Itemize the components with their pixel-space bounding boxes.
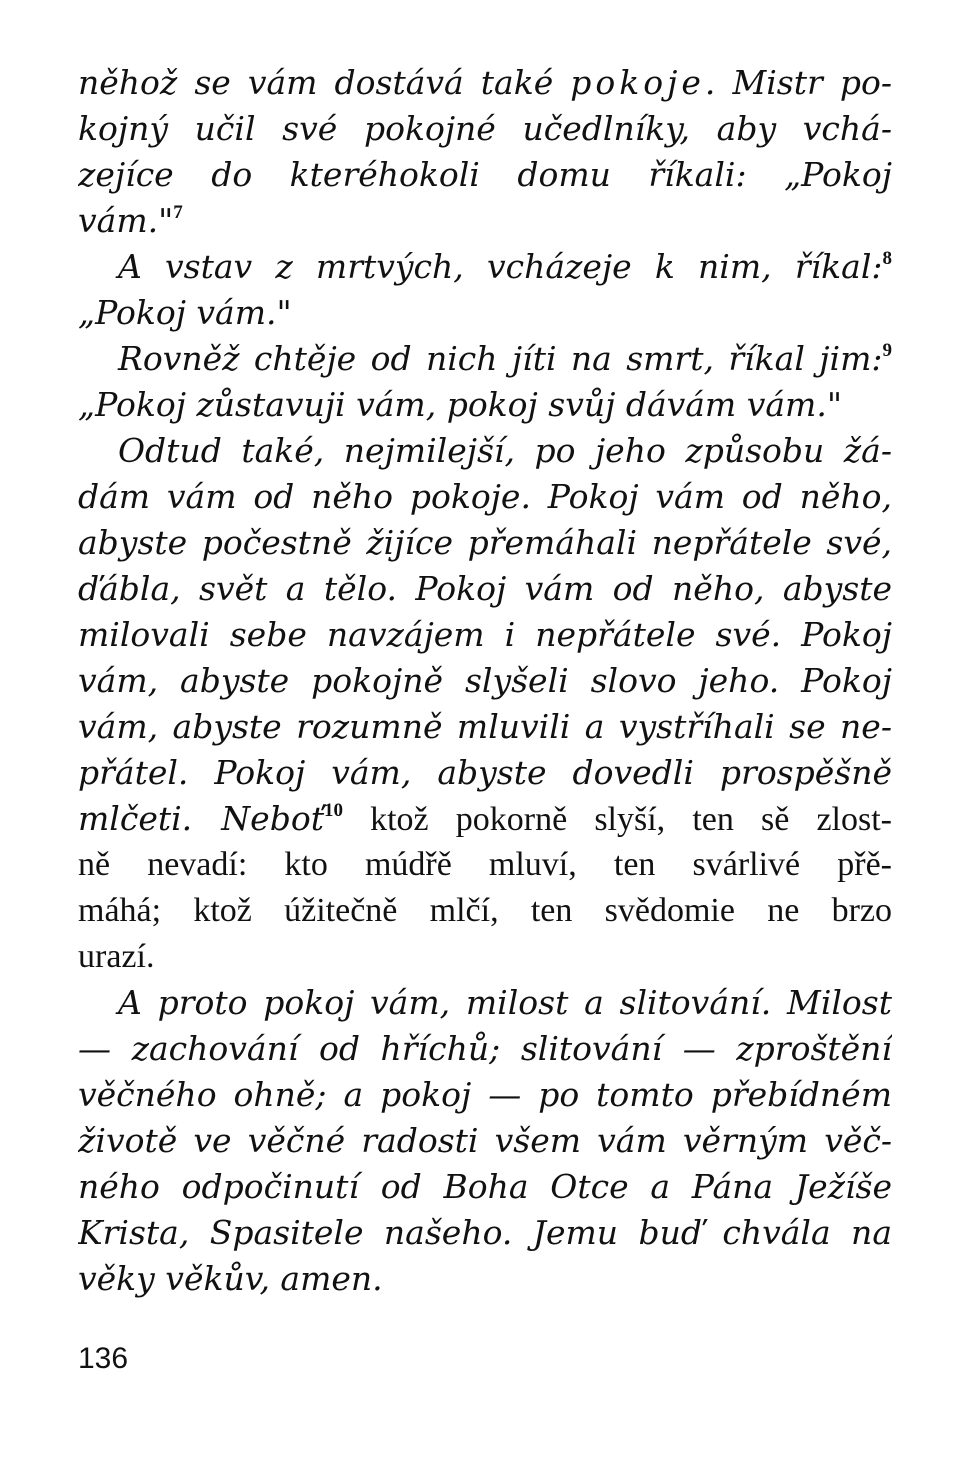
text-line: věčného ohně; a pokoj — po tomto přebídném (78, 1075, 892, 1114)
text-line: vám."$^7$ (78, 201, 183, 240)
text-line: abyste počestně žijíce přemáhali nepřátele své, (78, 523, 892, 562)
text-line: ďábla, svět a tělo. Pokoj vám od něho, abyste (78, 569, 892, 608)
text-line: ně nevadí: kto múdřě mluví, ten svárlivé přě- (78, 846, 892, 883)
text-line: Rovněž chtěje od nich jíti na smrt, říkal jim:$^9$ (118, 339, 892, 378)
text-line: urazí. (78, 938, 155, 975)
text-line: „Pokoj vám." (78, 293, 292, 332)
text-line: věky věkův, amen. (78, 1259, 383, 1298)
text-line: Odtud také, nejmilejší, po jeho způsobu žá- (118, 431, 892, 470)
text-line: přátel. Pokoj vám, abyste dovedli prospěšně (78, 753, 892, 792)
spaced-emphasis: pokoje (570, 63, 705, 102)
text-line: zejíce do kteréhokoli domu říkali: „Pokoj (78, 155, 892, 194)
text-line: A vstav z mrtvých, vcházeje k nim, říkal:$^8$ (118, 247, 892, 286)
footnote-ref: 10 (323, 800, 343, 821)
text-line: ného odpočinutí od Boha Otce a Pána Ježíše (78, 1167, 892, 1206)
page-number: 136 (78, 1342, 129, 1375)
text-line: vám, abyste pokojně slyšeli slovo jeho. Pokoj (78, 661, 892, 700)
text-line: „Pokoj zůstavuji vám, pokoj svůj dávám vám." (78, 385, 842, 424)
text-line: máhá; ktož úžitečně mlčí, ten svědomie ne brzo (78, 892, 892, 929)
footnote-ref: 7 (173, 202, 183, 223)
text-line: něhož se vám dostává také pokoje. Mistr po- (78, 63, 892, 102)
text-line: milovali sebe navzájem i nepřátele své. Pokoj (78, 615, 892, 654)
text-line: — zachování od hříchů; slitování — zproštění (78, 1029, 892, 1068)
page-text-block (78, 60, 892, 1302)
text-line: dám vám od něho pokoje. Pokoj vám od něho, (78, 477, 892, 516)
text-line: životě ve věčné radosti všem vám věrným věč- (78, 1121, 892, 1160)
text-line: A proto pokoj vám, milost a slitování. Milost (118, 983, 892, 1022)
text-line: kojný učil své pokojné učedlníky, aby vchá- (78, 109, 892, 148)
footnote-ref: 9 (882, 340, 892, 361)
footnote-ref: 8 (882, 248, 892, 269)
text-line: mlčeti. Neboť$^{10}$ ktož pokorně slyší, ten sě zlost- (78, 799, 892, 838)
text-line: Krista, Spasitele našeho. Jemu buď chvála na (78, 1213, 892, 1252)
text-line: vám, abyste rozumně mluvili a vystříhali se ne- (78, 707, 892, 746)
